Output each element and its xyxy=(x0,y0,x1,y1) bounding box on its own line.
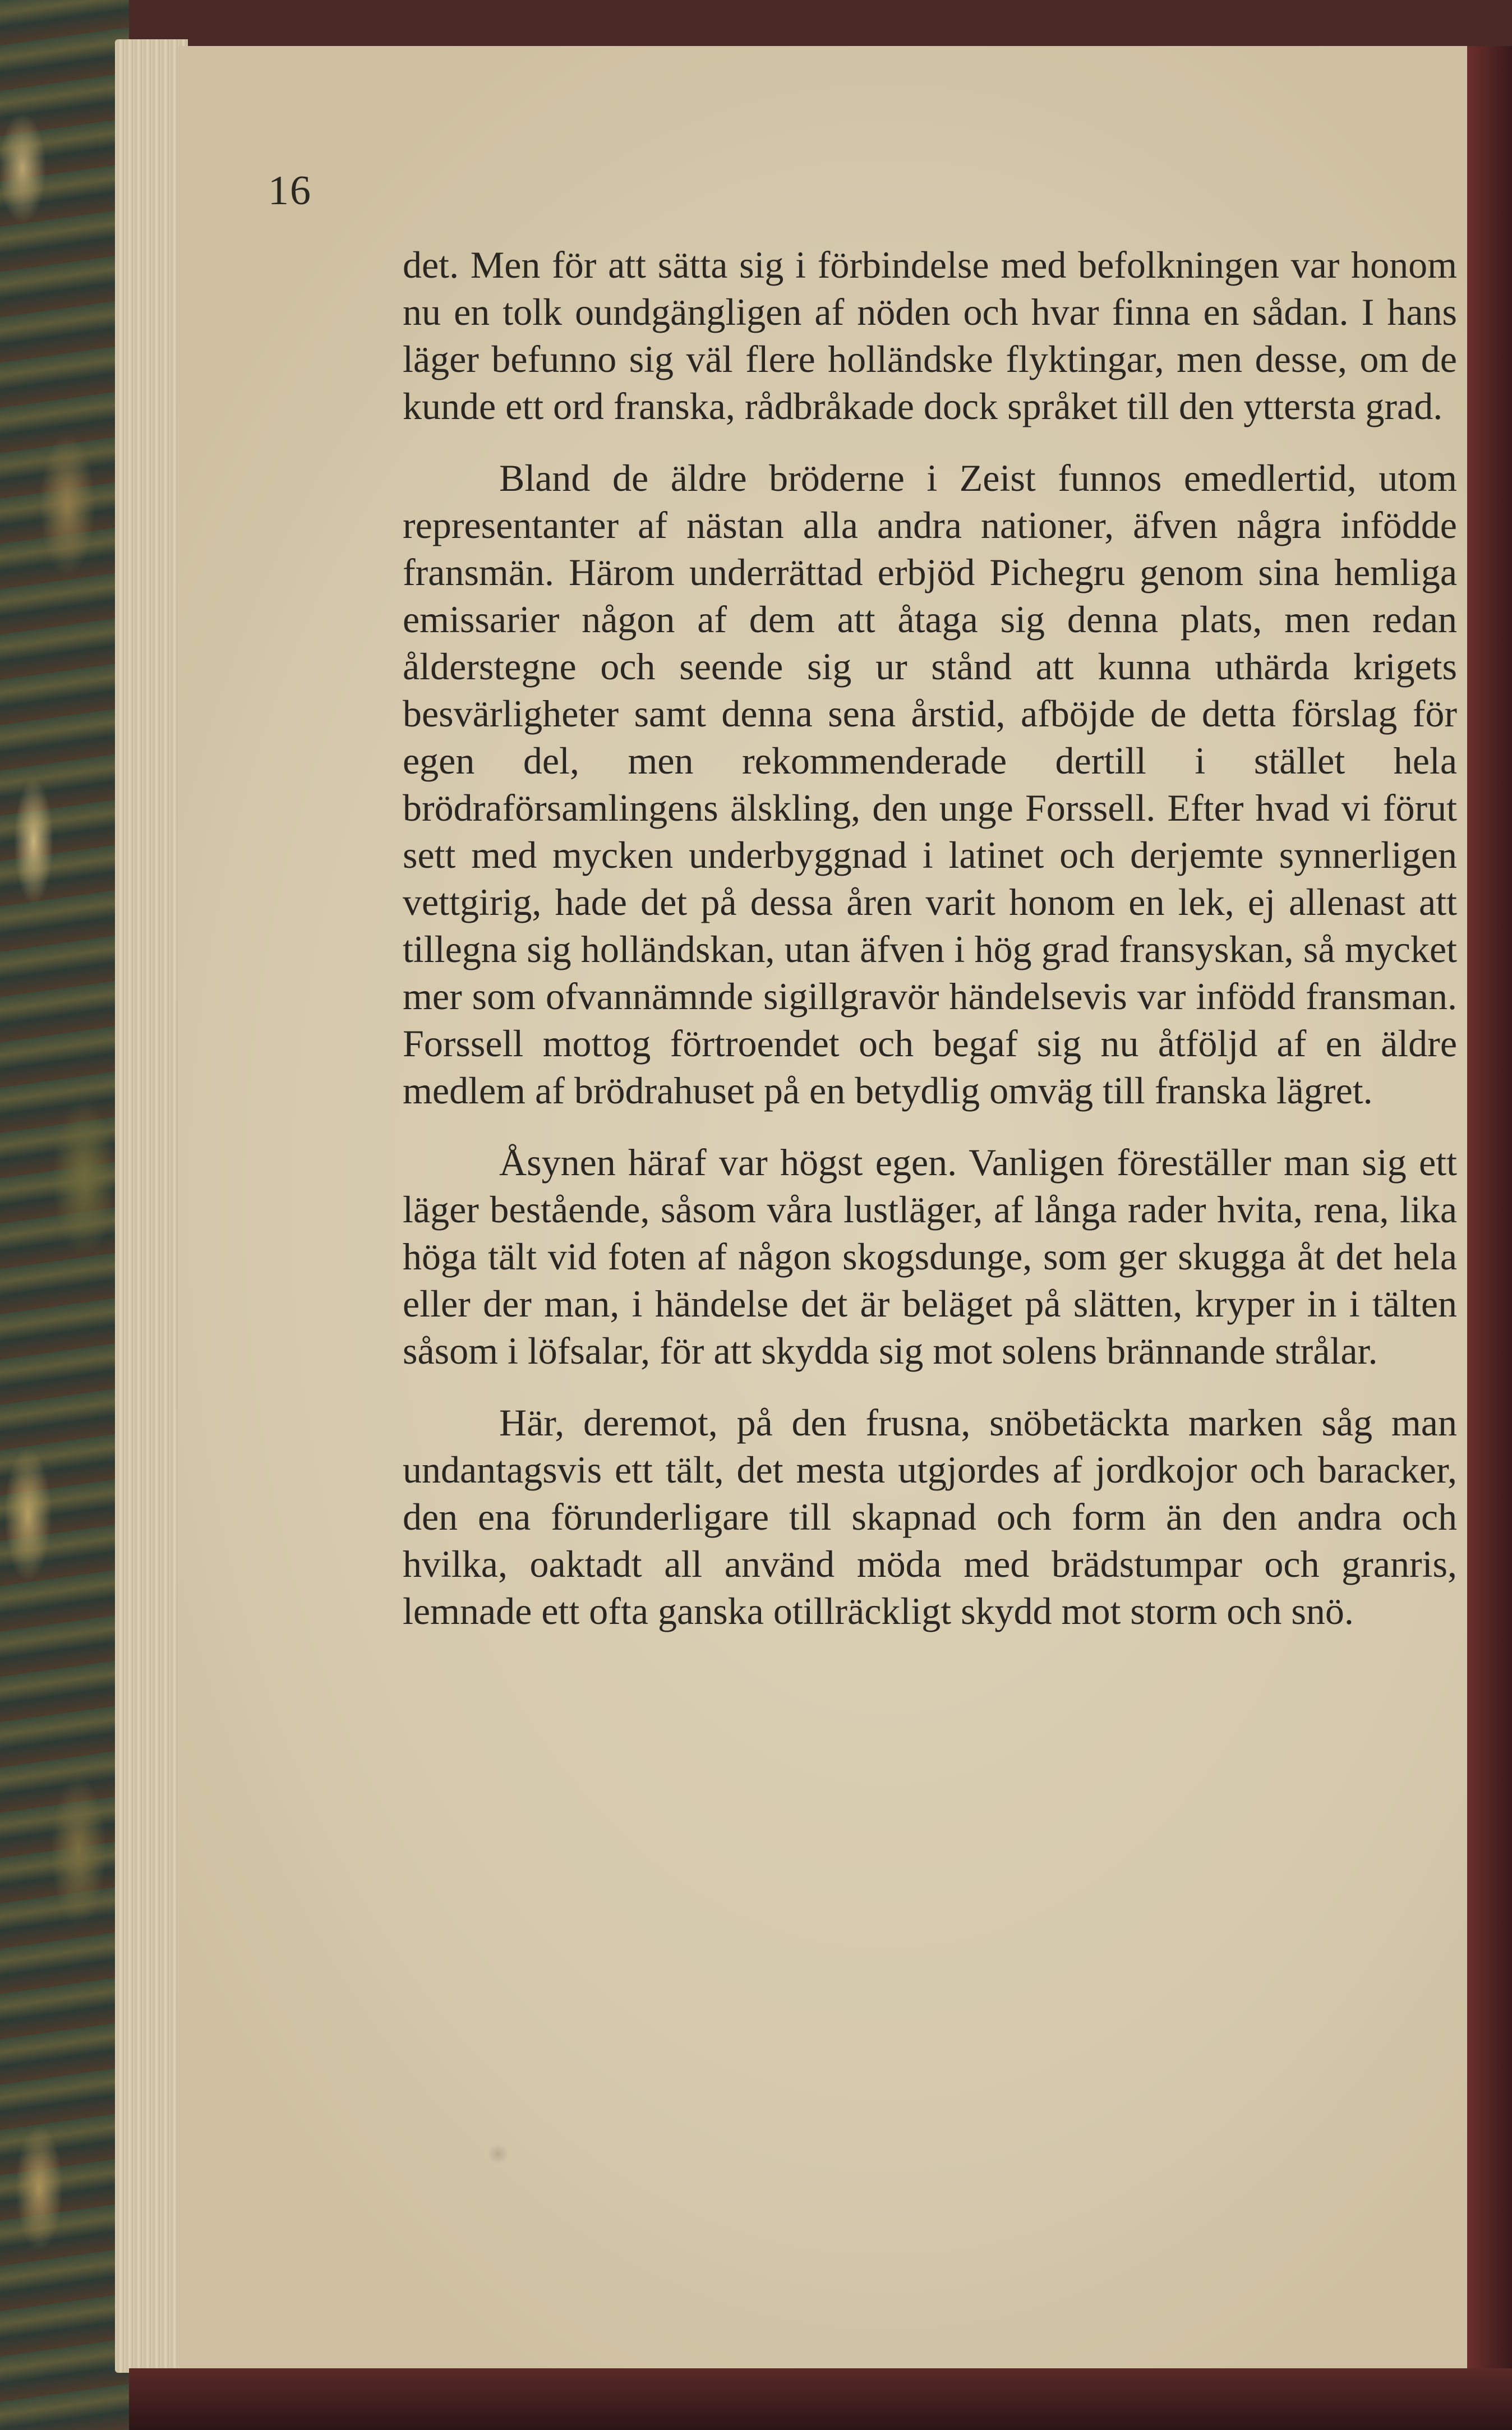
page-body-text xyxy=(403,241,1457,1659)
page-stack-edges xyxy=(115,39,188,2373)
paper-stain xyxy=(487,2143,509,2165)
paragraph-1: det. Men för att sätta sig i förbindelse med befolkningen var honom nu en tolk oundgängligen af nöden och hvar finna en sådan. I hans läger befunno sig väl flere holländske flyktingar, men desse, om de kunde ett ord franska, rådbråkade dock språket till den yttersta grad. xyxy=(403,243,1457,427)
marbled-endpaper xyxy=(0,0,129,2430)
paragraph-3: Åsynen häraf var högst egen. Vanligen föreställer man sig ett läger bestående, såsom våra lustläger, af långa rader hvita, rena, lika höga tält vid foten af någon skogsdunge, som ger skugga åt det hela eller der man, i händelse det är beläget på slätten, kryper in i tälten såsom i löfsalar, för att skydda sig mot solens brännande strålar. xyxy=(403,1141,1457,1372)
paragraph-4: Här, deremot, på den frusna, snöbetäckta marken såg man undantagsvis ett tält, det mesta utgjordes af jordkojor och baracker, den ena förunderligare till skapnad och form än den andra och hvilka, oaktadt all använd möda med brädstumpar och granris, lemnade ett ofta ganska otillräckligt skydd mot storm och snö. xyxy=(403,1401,1457,1632)
page-number: 16 xyxy=(268,168,312,214)
book-cover-right-edge xyxy=(1467,46,1512,2368)
book-cover-bottom-edge xyxy=(129,2368,1512,2430)
paragraph-2: Bland de äldre bröderne i Zeist funnos emedlertid, utom representanter af nästan alla andra nationer, äfven några infödde fransmän. Härom underrättad erbjöd Pichegru genom sina hemliga emissarier någon af dem att åtaga sig denna plats, men redan ålderstegne och seende sig ur stånd att kunna uthärda krigets besvärligheter samt denna sena årstid, afböjde de detta förslag för egen del, men rekommenderade dertill i stället hela brödraförsamlingens älskling, den unge Forssell. Efter hvad vi förut sett med mycken underbyggnad i latinet och derjemte synnerligen vettgirig, hade det på dessa åren varit honom en lek, ej allenast att tillegna sig holländskan, utan äfven i hög grad fransyskan, så mycket mer som ofvannämnde sigillgravör händelsevis var infödd fransman. Forssell mottog förtroendet och begaf sig nu åtföljd af en äldre medlem af brödrahuset på en betydlig omväg till franska lägret. xyxy=(403,457,1457,1112)
